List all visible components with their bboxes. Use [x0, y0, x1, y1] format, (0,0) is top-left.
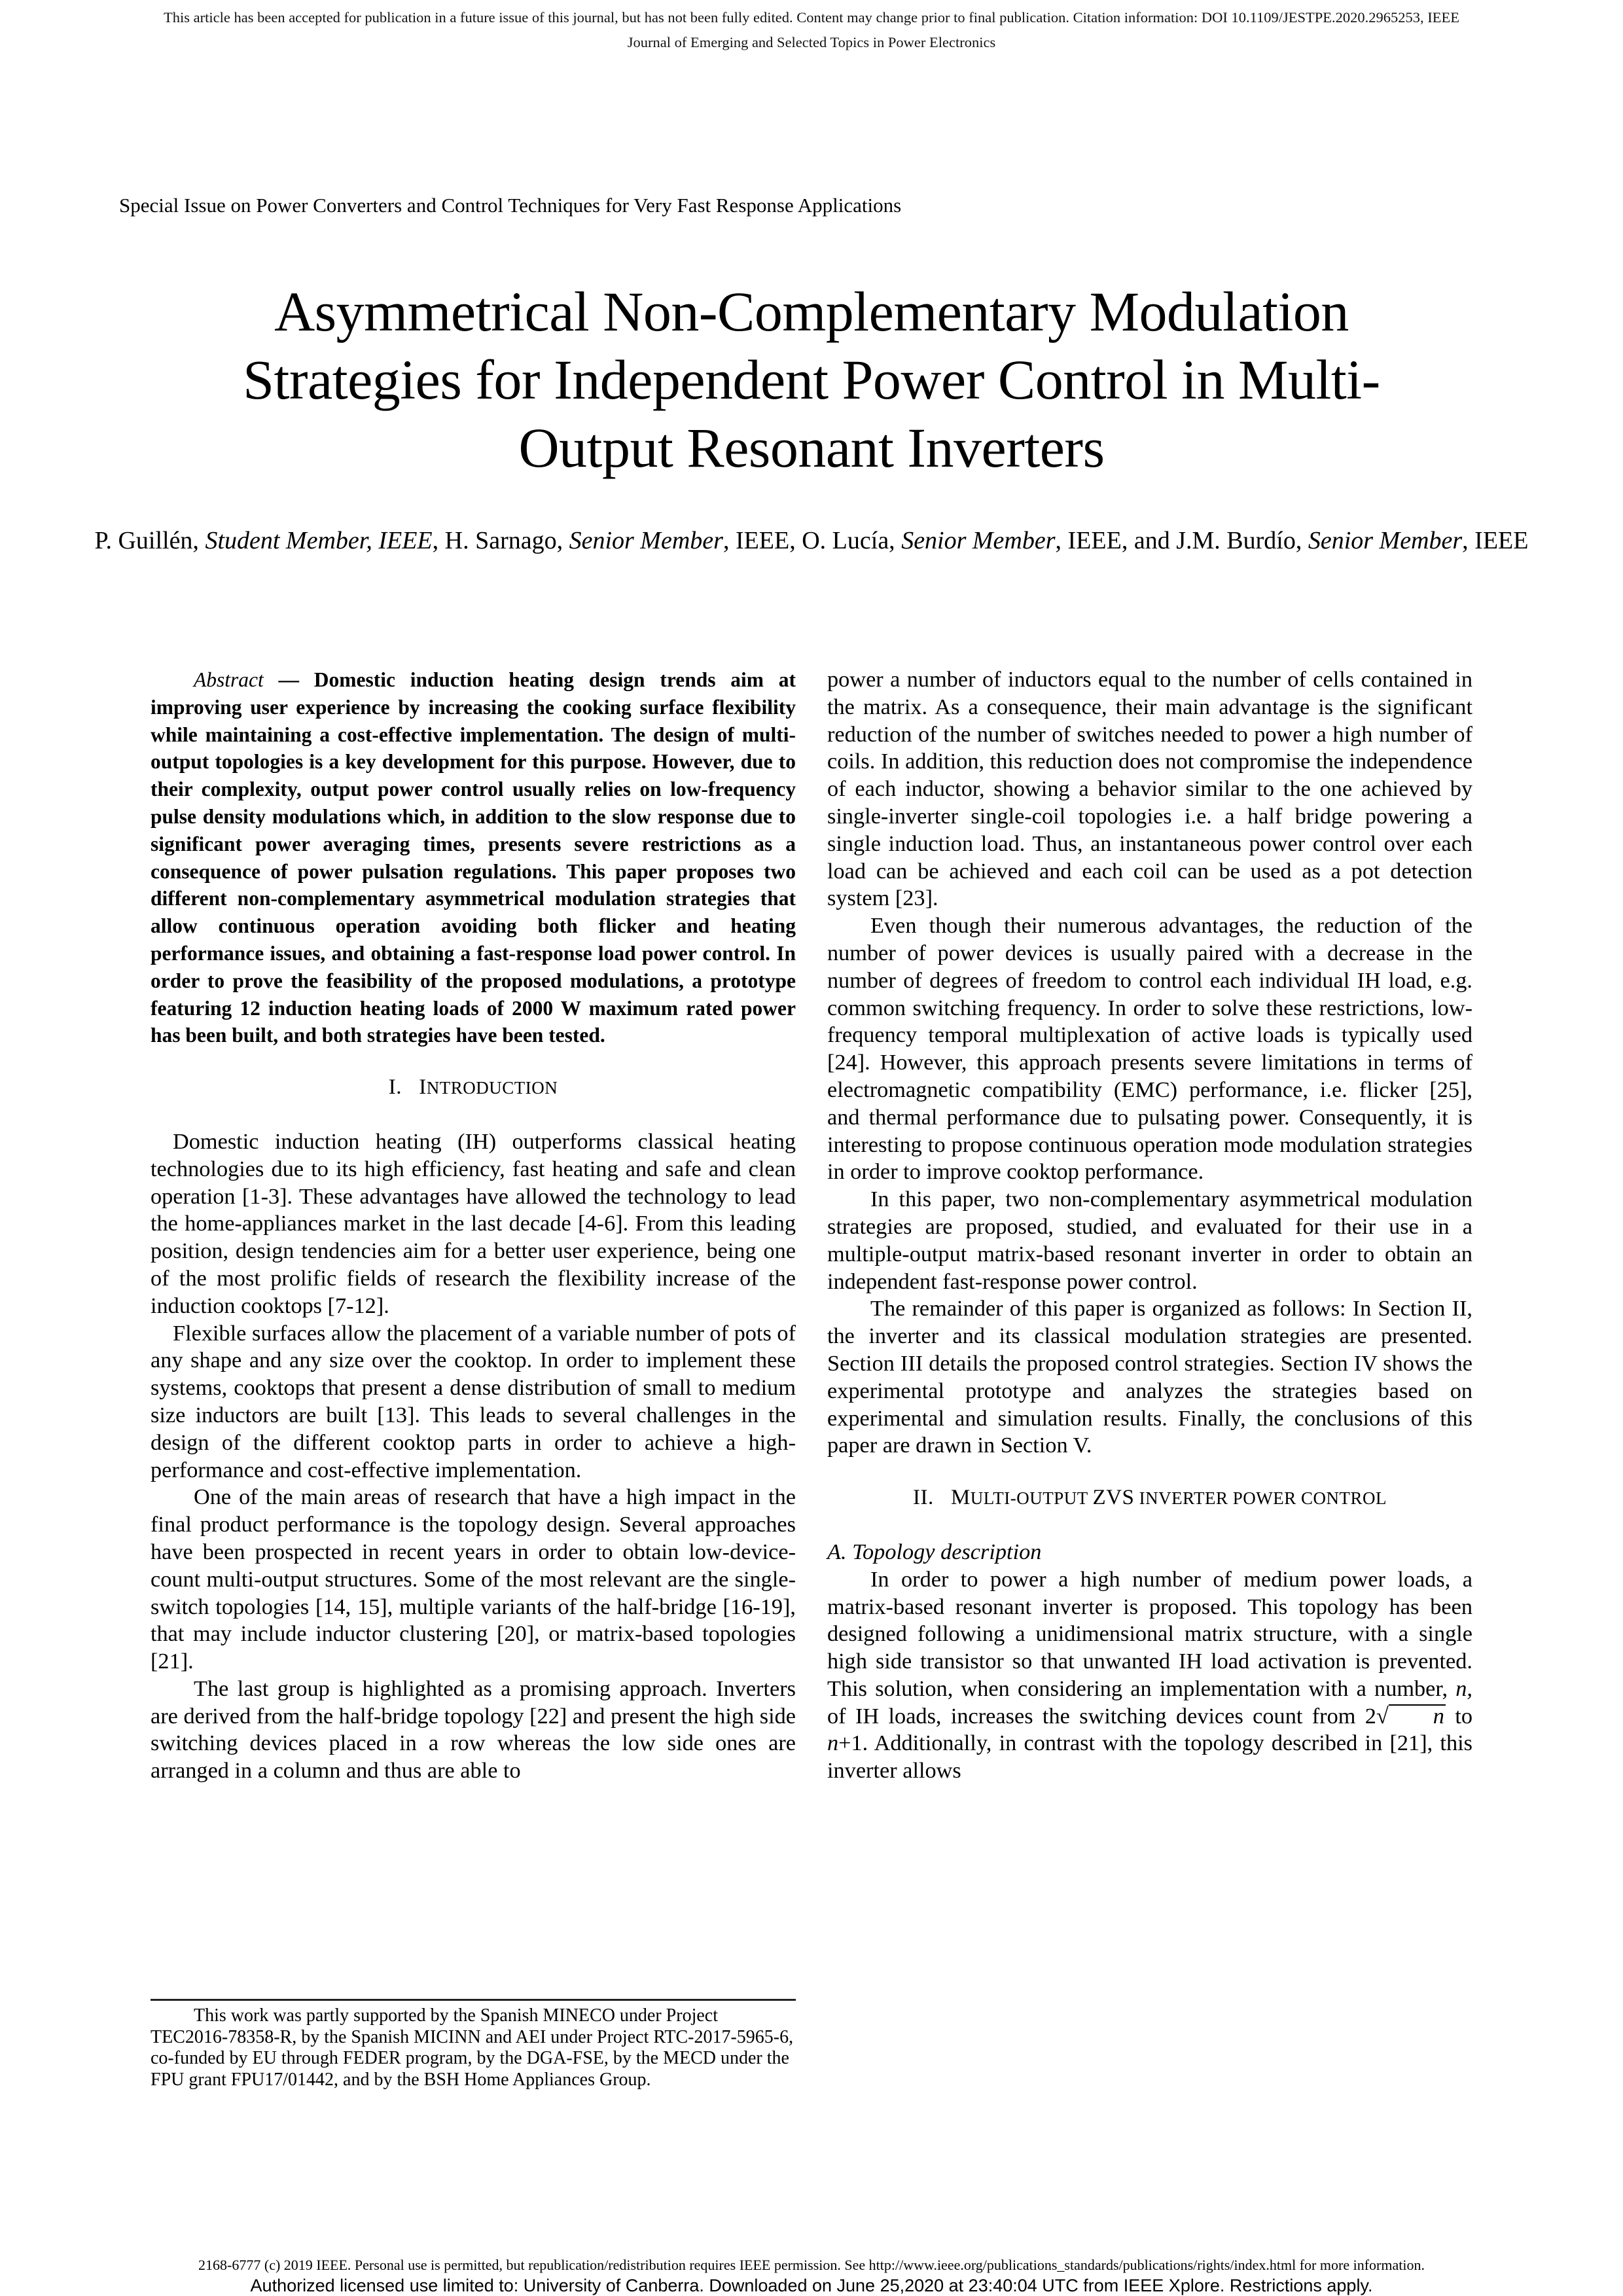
title-line-3: Output Resonant Inverters [518, 416, 1105, 479]
text-span: In order to power a high number of medium power loads, a matrix-based resonant inverter is proposed. This topology has been designed following a unidimensional matrix structure, with a single high side transistor so that unwanted IH load activation is prevented. This solution, when considering an implementation with a number, [827, 1566, 1472, 1701]
text-span: to [1445, 1703, 1472, 1729]
right-column [827, 666, 1472, 1785]
left-column [151, 666, 796, 1785]
author-role: Senior Member [1308, 527, 1463, 554]
section-title-initial: I [419, 1075, 427, 1100]
intro-paragraph: The last group is highlighted as a promising approach. Inverters are derived from the half-bridge topology [22] and present the high side switching devices placed in a row whereas the low side ones are arranged in a column and thus are able to [151, 1676, 796, 1784]
author-name: O. Lucía, [802, 527, 902, 554]
author-name: P. Guillén, [94, 527, 205, 554]
abstract-text: Domestic induction heating design trends aim at improving user experience by increasing the cooking surface flexibility while maintaining a cost-effective implementation. The design of multi-output topologies is a key development for this purpose. However, due to their complexity, output power control usually relies on low-frequency pulse density modulations which, in addition to the slow response due to significant power averaging times, presents severe restrictions as a consequence of power pulsation regulations. This paper proposes two different non-complementary asymmetrical modulation strategies that allow continuous operation avoiding both flicker and heating performance issues, and obtaining a fast-response load power control. In order to prove the feasibility of the proposed modulations, a prototype featuring 12 induction heating loads of 2000 W maximum rated power has been built, and both strategies have been tested. [151, 668, 796, 1047]
section-title-rest: ULTI-OUTPUT [970, 1488, 1093, 1509]
author-name: and J.M. Burdío, [1133, 527, 1308, 554]
author-list [92, 524, 1531, 558]
author-separator: , IEEE [1462, 527, 1529, 554]
intro-paragraph: The remainder of this paper is organized as follows: In Section II, the inverter and its classical modulation strategies are presented. Section III details the proposed control strategies. Section IV shows the experimental prototype and analyzes the strategies based on experimental and simulation results. Finally, the conclusions of this paper are drawn in Section V. [827, 1296, 1472, 1458]
intro-paragraph: power a number of inductors equal to the number of cells contained in the matrix. As a consequence, their main advantage is the significant reduction of the number of switches needed to power a high number of coils. In addition, this reduction does not compromise the independence of each inductor, showing a behavior similar to the one achieved by single-inverter single-coil topologies i.e. a half bridge powering a single induction load. Thus, an instantaneous power control over each load can be achieved and each coil can be used as a pot detection system [23]. [827, 667, 1472, 911]
section-title-zvs: ZVS [1092, 1486, 1135, 1510]
notice-line-2: Journal of Emerging and Selected Topics in Power Electronics [627, 34, 996, 50]
section-number: II. [912, 1486, 934, 1510]
title-line-2: Strategies for Independent Power Control in Multi- [243, 348, 1380, 411]
intro-paragraph: In this paper, two non-complementary asymmetrical modulation strategies are proposed, studied, and evaluated for their use in a multiple-output matrix-based resonant inverter in order to obtain an independent fast-response power control. [827, 1187, 1472, 1294]
footnote-divider [151, 1999, 796, 2001]
journal-notice [0, 5, 1623, 55]
author-role: Senior Member [569, 527, 723, 554]
author-separator: , [432, 527, 445, 554]
text-span: of IH loads, increases the switching devices count from 2 [827, 1703, 1376, 1729]
text-span: . Additionally, in contrast with the topology described in [21], this inverter allows [827, 1731, 1472, 1784]
section-heading-multi-output [827, 1484, 1472, 1513]
author-name: H. Sarnago, [444, 527, 569, 554]
section-number: I. [388, 1075, 402, 1100]
math-variable: n, [1455, 1676, 1472, 1701]
math-variable: n [1433, 1703, 1444, 1729]
abstract-dash: — [263, 668, 314, 691]
subsection-heading-topology: A. Topology description [827, 1539, 1042, 1564]
intro-paragraph: Flexible surfaces allow the placement of a variable number of pots of any shape and any size over the cooktop. In order to implement these systems, cooktops that present a dense distribution of small to medium size inductors are built [13]. This leads to several challenges in the design of the different cooktop parts in order to achieve a high-performance and cost-effective implementation. [151, 1320, 796, 1482]
notice-line-1: This article has been accepted for publication in a future issue of this journal, but has not been fully edited. Content may change prior to final publication. Citation information: DOI 10.1109/JESTPE.2020.2965253, IEEE [164, 9, 1459, 26]
math-expression: +1 [838, 1731, 863, 1756]
intro-paragraph: Even though their numerous advantages, the reduction of the number of power devices is usually paired with a decrease in the number of degrees of freedom to control each individual IH load, e.g. common switching frequency. In order to solve these restrictions, low-frequency temporal multiplexation of active loads is typically used [24]. However, this approach presents severe limitations in terms of electromagnetic compatibility (EMC) performance, i.e. flicker [25], and thermal performance due to pulsating power. Consequently, it is interesting to propose continuous operation mode modulation strategies in order to improve cooktop performance. [827, 913, 1472, 1185]
author-role: Senior Member [901, 527, 1056, 554]
section-heading-introduction [151, 1074, 796, 1102]
author-separator: , IEEE, [722, 527, 802, 554]
copyright-notice: 2168-6777 (c) 2019 IEEE. Personal use is permitted, but republication/redistribution requires IEEE permission. See http://www.ieee.org/publications_standards/publications/rights/index.html for more information. [198, 2257, 1425, 2273]
special-issue-label: Special Issue on Power Converters and Control Techniques for Very Fast Response Applications [119, 194, 902, 217]
intro-paragraph: One of the main areas of research that have a high impact in the final product performance is the topology design. Several approaches have been prospected in recent years in order to obtain low-device-count multi-output structures. Some of the most relevant are the single-switch topologies [14, 15], multiple variants of the half-bridge [16-19], that may include inductor clustering [20], or matrix-based topologies [21]. [151, 1484, 796, 1674]
intro-paragraph: Domestic induction heating (IH) outperforms classical heating technologies due to its high efficiency, fast heating and safe and clean operation [1-3]. These advantages have allowed the technology to lead the home-appliances market in the last decade [4-6]. From this leading position, design tendencies aim for a better user experience, being one of the most prolific fields of research the flexibility increase of the induction cooktops [7-12]. [151, 1128, 796, 1318]
math-variable: n [827, 1731, 839, 1756]
footnote-text: This work was partly supported by the Spanish MINECO under Project TEC2016-78358-R, by the Spanish MICINN and AEI under Project RTC-2017-5965-6, co-funded by EU through FEDER program, by the DGA-FSE, by the MECD under the FPU grant FPU17/01442, and by the BSH Home Appliances Group. [151, 2005, 794, 2090]
abstract-label: Abstract [194, 668, 264, 691]
title-line-1: Asymmetrical Non-Complementary Modulation [274, 280, 1349, 343]
section-title-tail: INVERTER POWER CONTROL [1134, 1488, 1387, 1509]
topology-paragraph: In order to power a high number of medium power loads, a matrix-based resonant inverter is proposed. This topology has been designed following a unidimensional matrix structure, with a single high side transistor so that unwanted IH load activation is prevented. This solution, when considering an implementation with a number, n, of IH loads, increases the switching devices count from 2√ n to n+1. Additionally, in contrast with the topology described in [21], this inverter allows [827, 1566, 1472, 1784]
author-separator: , IEEE, [1055, 527, 1134, 554]
author-role: Student Member, IEEE [205, 527, 433, 554]
section-title-rest: NTRODUCTION [426, 1078, 558, 1098]
paper-title [92, 278, 1531, 482]
section-title-initial: M [950, 1486, 971, 1510]
abstract [151, 666, 796, 1049]
funding-footnote [151, 2005, 796, 2090]
license-notice: Authorized licensed use limited to: University of Canberra. Downloaded on June 25,2020 at 23:40:04 UTC from IEEE Xplore. Restrictions apply. [250, 2276, 1373, 2295]
